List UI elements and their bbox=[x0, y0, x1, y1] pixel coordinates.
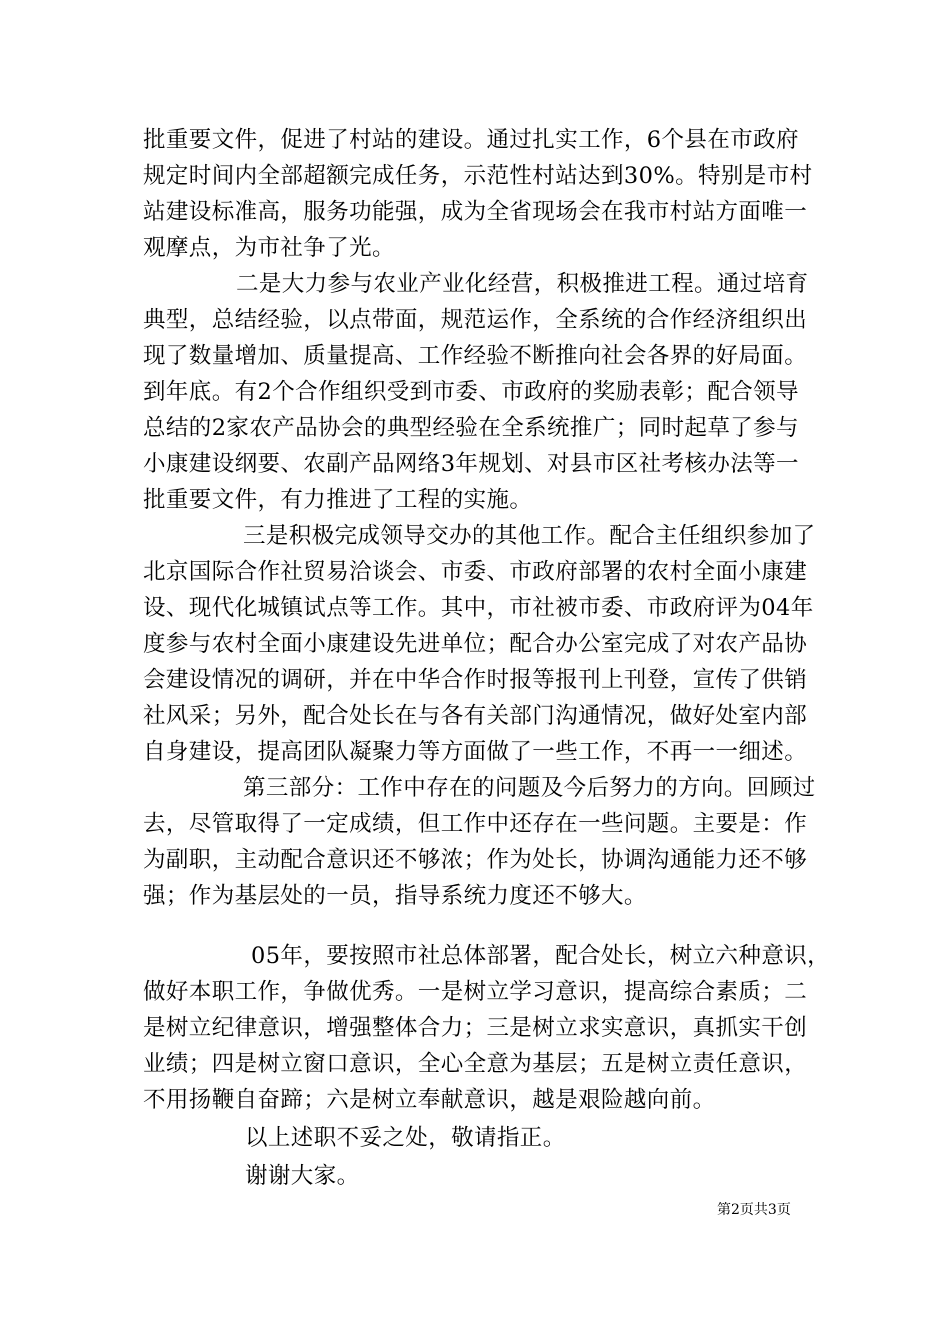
paragraph-line: 规定时间内全部超额完成任务，示范性村站达到30%。特别是市村 bbox=[143, 163, 813, 189]
paragraph-line: 批重要文件，促进了村站的建设。通过扎实工作，6个县在市政府 bbox=[143, 127, 799, 153]
paragraph-line: 不用扬鞭自奋蹄；六是树立奉献意识，越是艰险越向前。 bbox=[143, 1087, 716, 1113]
paragraph-line: 去，尽管取得了一定成绩，但工作中还存在一些问题。主要是：作 bbox=[143, 811, 808, 837]
paragraph-first-line: 05年，要按照市社总体部署，配合处长，树立六种意识， bbox=[251, 943, 831, 969]
paragraph-line: 设、现代化城镇试点等工作。其中，市社被市委、市政府评为04年 bbox=[143, 595, 814, 621]
paragraph-line: 北京国际合作社贸易洽谈会、市委、市政府部署的农村全面小康建 bbox=[143, 559, 808, 585]
paragraph-line: 到年底。有2个合作组织受到市委、市政府的奖励表彰；配合领导 bbox=[143, 379, 799, 405]
paragraph-line: 社风采；另外，配合处长在与各有关部门沟通情况，做好处室内部 bbox=[143, 703, 808, 729]
paragraph-line: 小康建设纲要、农副产品网络3年规划、对县市区社考核办法等一 bbox=[143, 451, 799, 477]
paragraph-line: 总结的2家农产品协会的典型经验在全系统推广；同时起草了参与 bbox=[143, 415, 799, 441]
paragraph-line: 是树立纪律意识，增强整体合力；三是树立求实意识，真抓实干创 bbox=[143, 1015, 808, 1041]
paragraph-line: 现了数量增加、质量提高、工作经验不断推向社会各界的好局面。 bbox=[143, 343, 808, 369]
paragraph-line: 典型，总结经验，以点带面，规范运作，全系统的合作经济组织出 bbox=[143, 307, 808, 333]
paragraph-line: 强；作为基层处的一员，指导系统力度还不够大。 bbox=[143, 883, 647, 909]
paragraph-first-line: 二是大力参与农业产业化经营，积极推进工程。通过培育 bbox=[236, 271, 809, 297]
paragraph-line: 业绩；四是树立窗口意识，全心全意为基层；五是树立责任意识， bbox=[143, 1051, 808, 1077]
closing-line: 谢谢大家。 bbox=[245, 1163, 360, 1189]
paragraph-line: 做好本职工作，争做优秀。一是树立学习意识，提高综合素质；二 bbox=[143, 979, 808, 1005]
paragraph-first-line: 第三部分：工作中存在的问题及今后努力的方向。回顾过 bbox=[243, 775, 816, 801]
paragraph-line: 自身建设，提高团队凝聚力等方面做了一些工作，不再一一细述。 bbox=[143, 739, 808, 765]
page-number-footer: 第2页共3页 bbox=[717, 1202, 791, 1218]
closing-line: 以上述职不妥之处，敬请指正。 bbox=[245, 1125, 566, 1151]
paragraph-line: 会建设情况的调研，并在中华合作时报等报刊上刊登，宣传了供销 bbox=[143, 667, 808, 693]
paragraph-line: 为副职，主动配合意识还不够浓；作为处长，协调沟通能力还不够 bbox=[143, 847, 808, 873]
paragraph-line: 观摩点，为市社争了光。 bbox=[143, 235, 395, 261]
paragraph-first-line: 三是积极完成领导交办的其他工作。配合主任组织参加了 bbox=[243, 523, 816, 549]
paragraph-line: 度参与农村全面小康建设先进单位；配合办公室完成了对农产品协 bbox=[143, 631, 808, 657]
paragraph-line: 批重要文件，有力推进了工程的实施。 bbox=[143, 487, 533, 513]
paragraph-line: 站建设标准高，服务功能强，成为全省现场会在我市村站方面唯一 bbox=[143, 199, 808, 225]
